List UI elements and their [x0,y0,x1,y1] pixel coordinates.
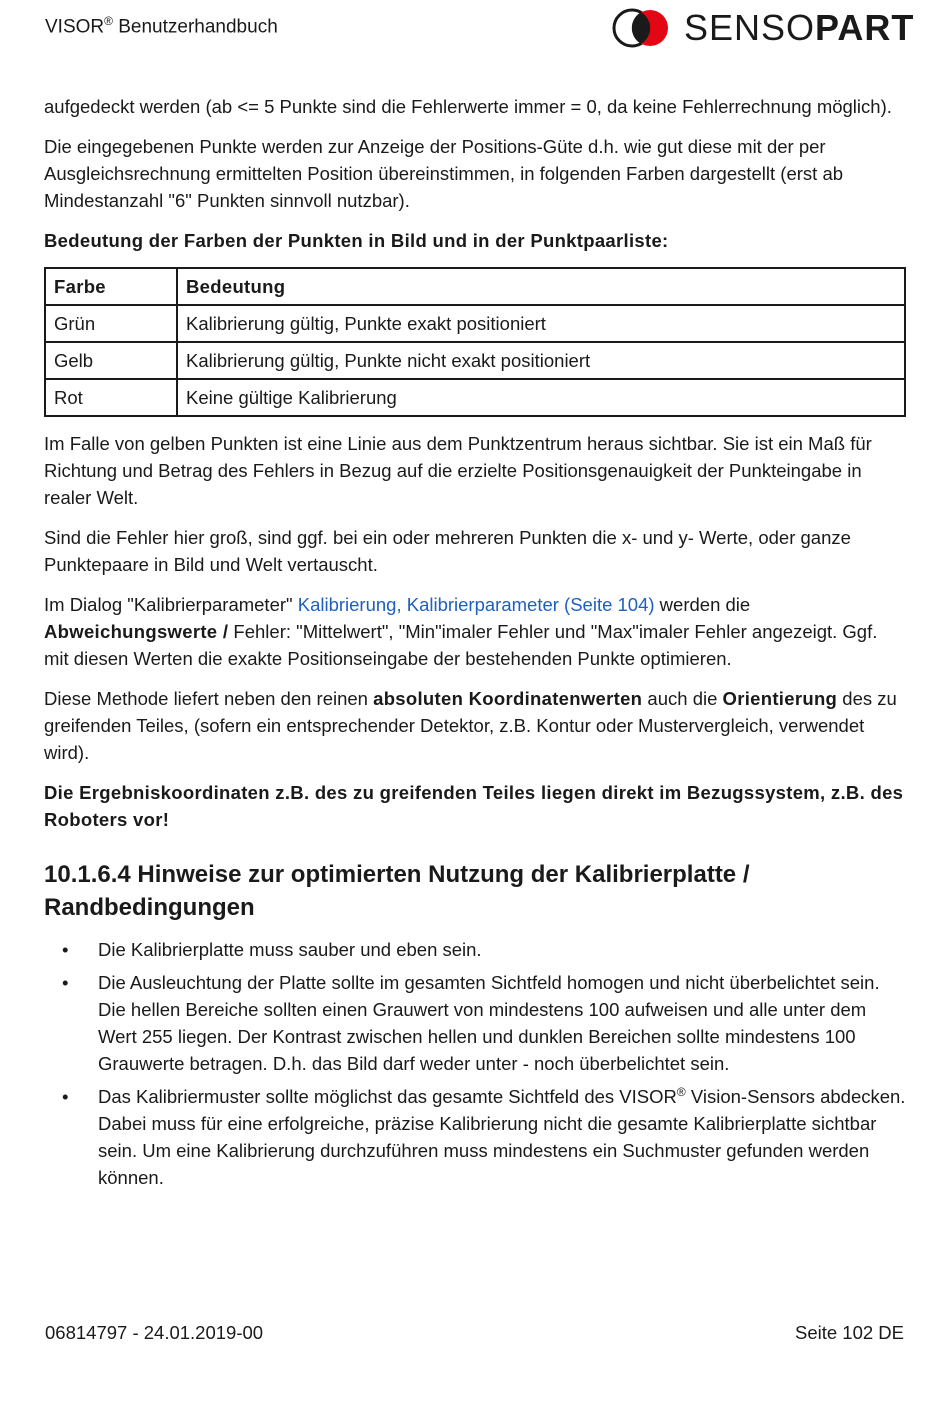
table-heading: Bedeutung der Farben der Punkten in Bild und in der Punktpaarliste: [44,230,669,251]
paragraph: Diese Methode liefert neben den reinen absoluten Koordinatenwerten auch die Orientierung des zu greifenden Teiles, (sofern ein entsprechender Detektor, z.B. Kontur oder Mustervergleich, verwendet wird). [44,688,897,763]
paragraph: Im Dialog "Kalibrierparameter" Kalibrierung, Kalibrierparameter (Seite 104) werden die Abweichungswerte / Fehler: "Mittelwert", "Min"imaler Fehler und "Max"imaler Fehler angezeigt. Ggf. mit diesen Werten die exakte Positionseingabe der bestehenden Punkte optimieren. [44,594,878,669]
emphasis-paragraph: Die Ergebniskoordinaten z.B. des zu greifenden Teiles liegen direkt im Bezugssystem, z.B. des Roboters vor! [44,782,904,830]
footer-document-id: 06814797 - 24.01.2019-00 [45,1322,264,1343]
table-cell: Kalibrierung gültig, Punkte nicht exakt positioniert [177,342,905,379]
list-item: • Das Kalibriermuster sollte möglichst das gesamte Sichtfeld des VISOR® Vision-Sensors abdecken. Dabei muss für eine erfolgreiche, präzise Kalibrierung nicht die gesamte Kalibrierplatte sichtbar sein. Um eine Kalibrierung durchzuführen muss mindestens ein Suchmuster gefunden werden können. [62,1084,906,1188]
page-content [44,93,906,1197]
bullet-icon: • [62,1086,69,1107]
paragraph: Sind die Fehler hier groß, sind ggf. bei ein oder mehreren Punkten die x- und y- Werte, oder ganze Punktepaare in Bild und Welt vertauscht. [44,527,851,575]
cross-reference-link[interactable]: Kalibrierung, Kalibrierparameter (Seite 104) [297,594,655,615]
document-header-title: VISOR® Benutzerhandbuch [45,14,278,38]
color-meaning-table [44,267,906,417]
table-header-cell: Farbe [45,268,177,305]
table-cell: Rot [45,379,177,416]
sensopart-logo-icon [610,6,676,50]
table-cell: Kalibrierung gültig, Punkte exakt positioniert [177,305,905,342]
paragraph: Im Falle von gelben Punkten ist eine Linie aus dem Punktzentrum heraus sichtbar. Sie ist ein Maß für Richtung und Betrag des Fehlers in Bezug auf die erzielte Positionsgenauigkeit der Punkteingabe in realer Welt. [44,433,872,508]
sensopart-logo-text: SENSOPART [684,7,915,48]
table-header-row [45,268,905,305]
table-cell: Keine gültige Kalibrierung [177,379,905,416]
table-cell: Gelb [45,342,177,379]
section-title: 10.1.6.4 Hinweise zur optimierten Nutzung der Kalibrierplatte / Randbedingungen [44,861,750,921]
list-item: • Die Kalibrierplatte muss sauber und eben sein. [44,936,906,963]
table-header-cell: Bedeutung [177,268,905,305]
table-row [45,379,905,416]
paragraph: aufgedeckt werden (ab <= 5 Punkte sind die Fehlerwerte immer = 0, da keine Fehlerrechnung möglich). [44,96,892,117]
sensopart-logo [610,6,915,50]
paragraph: Die eingegebenen Punkte werden zur Anzeige der Positions-Güte d.h. wie gut diese mit der per Ausgleichsrechnung ermittelten Position übereinstimmen, in folgenden Farben dargestellt (erst ab Mindestanzahl "6" Punkten sinnvoll nutzbar). [44,136,844,211]
footer-page-number: Seite 102 DE [794,1322,904,1343]
bullet-list [44,936,906,1191]
bullet-icon: • [62,939,69,960]
table-row [45,342,905,379]
list-item: • Die Ausleuchtung der Platte sollte im gesamten Sichtfeld homogen und nicht überbelichtet sein. Die hellen Bereiche sollten einen Grauwert von mindestens 100 aufweisen und alle unter dem Wert 255 liegen. Der Kontrast zwischen hellen und dunklen Bereichen sollte mindestens 100 Grauwerte betragen. D.h. das Bild darf weder unter - noch überbelichtet sein. [44,969,906,1077]
table-cell: Grün [45,305,177,342]
table-row [45,305,905,342]
bullet-icon: • [62,972,69,993]
